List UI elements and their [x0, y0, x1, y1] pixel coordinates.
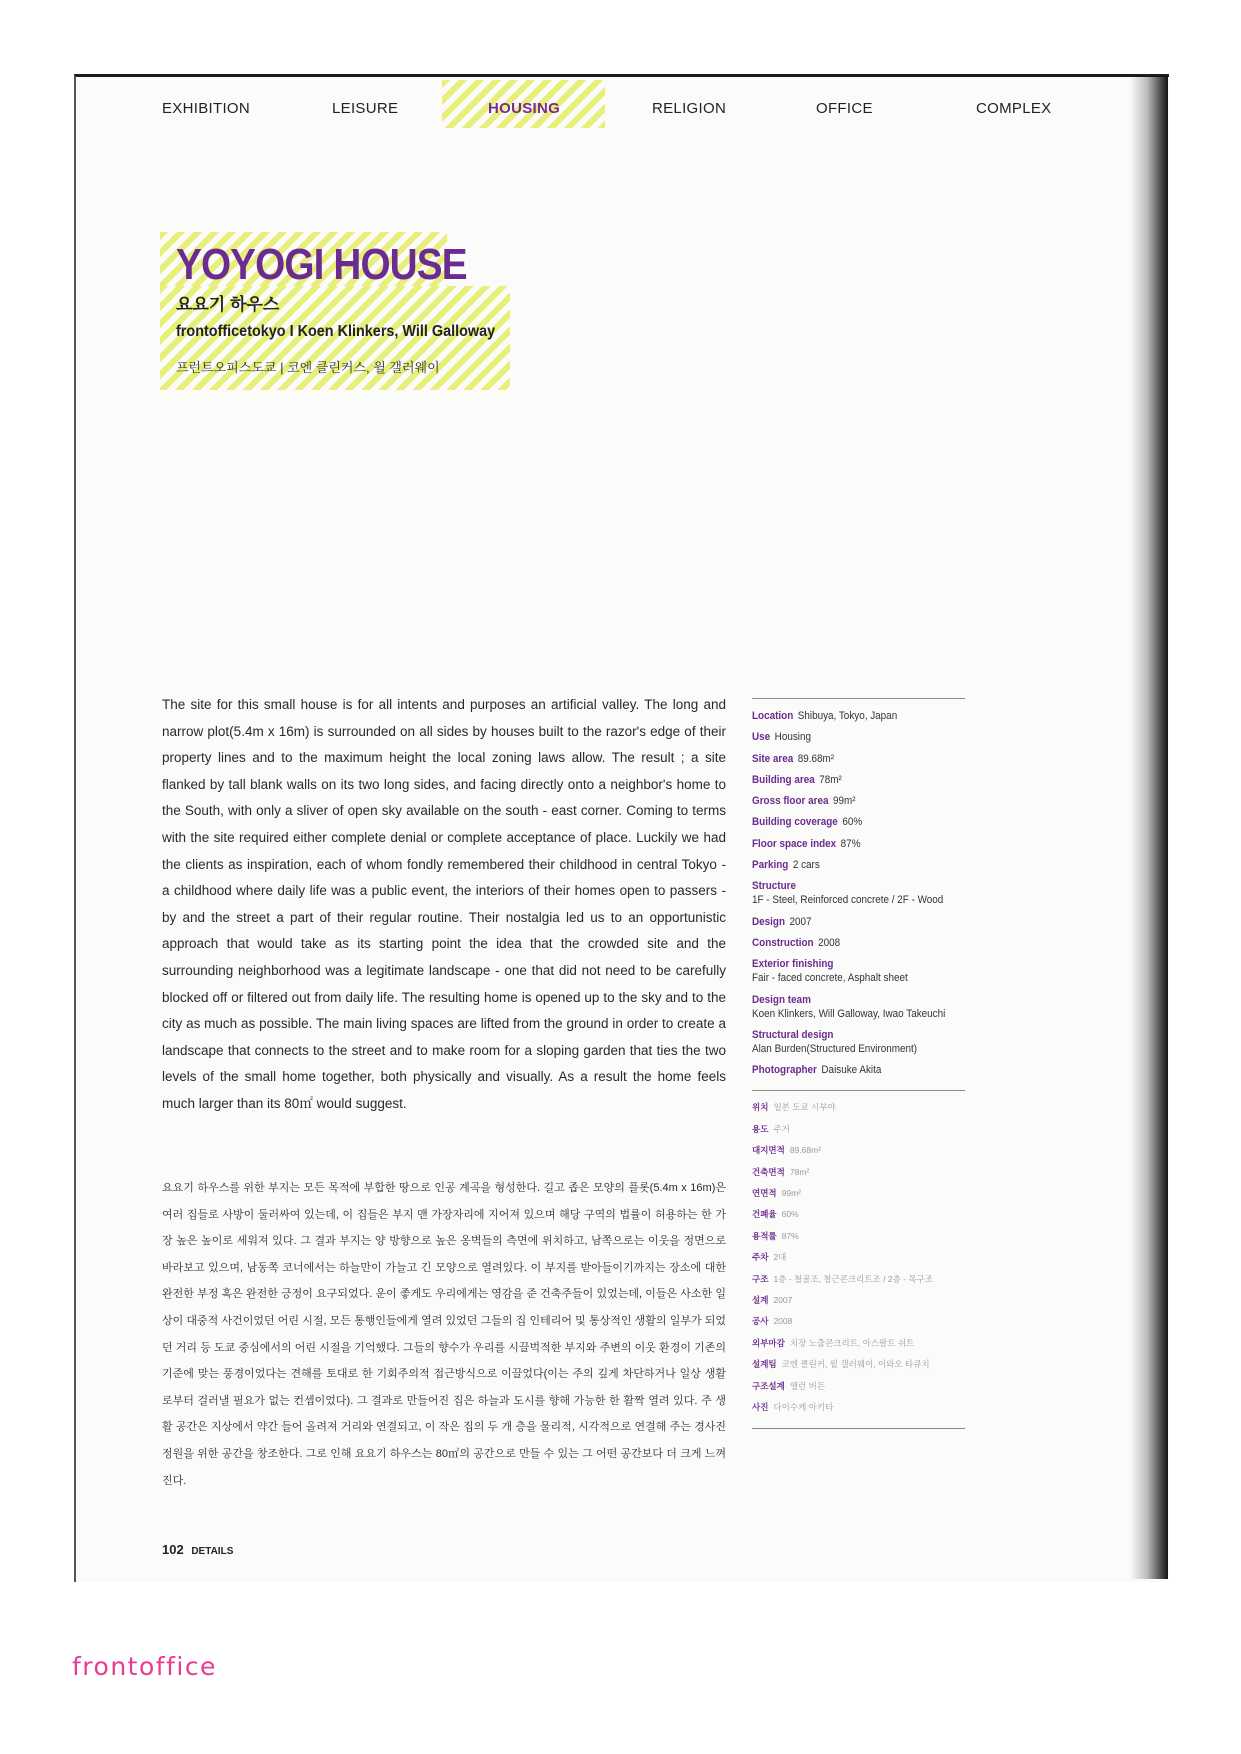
info-value: Shibuya, Tokyo, Japan	[797, 710, 898, 722]
info-row	[752, 1187, 965, 1199]
info-label: Design	[752, 915, 786, 928]
info-label: Construction	[752, 936, 814, 949]
info-row	[752, 1294, 965, 1306]
info-label: 외부마감	[752, 1337, 785, 1348]
info-label: 용도	[752, 1123, 769, 1134]
info-row	[752, 1208, 965, 1220]
info-label: Structural design	[752, 1028, 834, 1041]
info-value: 78m²	[789, 1166, 810, 1177]
body-text-korean: 요요기 하우스를 위한 부지는 모든 목적에 부합한 땅으로 인공 계곡을 형성한다. 길고 좁은 모양의 플롯(5.4m x 16m)은 여러 집들로 사방이 둘러싸여 있는데, 이 집들은 부지 맨 가장자리에 지어져 있으며 해당 구역의 법률이 허용하는 한 가장 높은 높이로 세워져 있다. 그 결과 부지는 양 방향으로 높은 옹벽들의 측면에 위치하고, 남쪽으로는 이웃을 정면으로 바라보고 있으며, 남동쪽 코너에서는 하늘만이 가늘고 긴 모양으로 열려있다. 이 부지를 받아들이기까지는 장소에 대한 완전한 부정 혹은 완전한 긍정이 요구되었다. 운이 좋게도 우리에게는 영감을 준 건축주들이 있었는데, 이들은 사소한 일상이 대중적 사건이었던 어린 시절, 모든 통행인들에게 열려 있었던 그들의 집 인테리어 및 통상적인 생활의 일부가 되었던 거리 등 도쿄 중심에서의 어린 시절을 기억했다. 그들의 향수가 우리를 시끌벅적한 부지와 주변의 이웃 환경이 기존의 기준에 맞는 풍경이었다는 견해를 토대로 한 기회주의적 접근방식으로 이끌었다(이는 주의 깊게 차단하거나 일상 생활로부터 걸러낼 필요가 없는 컨셉이었다). 그 결과로 만들어진 집은 하늘과 도시를 향해 가능한 한 활짝 열려 있다. 주 생활 공간은 지상에서 약간 들어 올려져 거리와 연결되고, 이 작은 집의 두 개 층을 물리적, 시각적으로 연결해 주는 경사진 정원을 위한 공간을 창조한다. 그로 인해 요요기 하우스는 80㎡의 공간으로 만들 수 있는 그 어떤 공간보다 더 크게 느껴진다.	[162, 1182, 726, 1487]
project-info-panel	[752, 698, 965, 1429]
info-row	[752, 1028, 944, 1056]
info-value: Fair - faced concrete, Asphalt sheet	[752, 972, 908, 985]
info-label: 구조설계	[752, 1380, 785, 1391]
info-label: Design team	[752, 993, 811, 1006]
info-value: 89.68m²	[797, 752, 835, 765]
page-gutter-shadow	[1130, 76, 1168, 1579]
info-value: 87%	[840, 837, 861, 850]
page-title: YOYOGI HOUSE	[176, 240, 467, 289]
info-value: 앨런 버든	[789, 1380, 826, 1391]
info-label: Gross floor area	[752, 795, 829, 808]
nav-item-exhibition[interactable]: EXHIBITION	[162, 100, 251, 117]
architects-credit: frontofficetokyo I Koen Klinkers, Will Galloway	[176, 323, 496, 340]
info-row	[752, 936, 944, 950]
architects-credit-korean: 프런트오피스도쿄 | 코엔 클린커스, 윌 갤러웨이	[176, 360, 440, 375]
info-label: 건폐율	[752, 1209, 777, 1220]
info-label: 연면적	[752, 1188, 777, 1199]
info-label: Photographer	[752, 1064, 817, 1077]
info-label: Structure	[752, 880, 797, 893]
info-label: Site area	[752, 752, 794, 765]
info-label: Floor space index	[752, 837, 837, 850]
info-label: 설계	[752, 1294, 769, 1305]
info-value: 2 cars	[792, 859, 820, 872]
info-row	[752, 1166, 965, 1178]
info-value: 1층 - 철골조, 철근콘크리트조 / 2층 - 목구조	[773, 1273, 933, 1284]
nav-item-office[interactable]: OFFICE	[816, 100, 873, 117]
info-label: 대지면적	[752, 1145, 785, 1156]
folio	[162, 1542, 233, 1557]
info-value: 60%	[842, 816, 863, 829]
info-row	[752, 1144, 965, 1156]
info-row	[752, 1251, 965, 1263]
info-row	[752, 1063, 944, 1077]
info-value: 99m²	[781, 1188, 802, 1199]
info-row	[752, 837, 944, 851]
info-value: 2007	[789, 915, 812, 928]
project-info-list-korean	[752, 1091, 965, 1428]
project-info-list-english	[752, 699, 965, 1090]
info-value: 2대	[773, 1252, 787, 1263]
info-row	[752, 1358, 965, 1370]
info-label: 사진	[752, 1401, 769, 1412]
info-value: 87%	[781, 1230, 799, 1241]
section-name: DETAILS	[191, 1546, 234, 1557]
info-value: 2008	[773, 1316, 793, 1327]
info-label: 공사	[752, 1316, 769, 1327]
info-row	[752, 730, 944, 744]
info-label: Location	[752, 710, 794, 722]
info-value: 2007	[773, 1294, 793, 1305]
info-row	[752, 1401, 965, 1413]
brand-wordmark: frontoffice	[72, 1652, 217, 1681]
info-value: 60%	[781, 1209, 799, 1220]
info-value: 78m²	[819, 773, 842, 786]
info-bottom-rule	[752, 1428, 965, 1429]
info-value: 다이수케 아키타	[773, 1401, 834, 1412]
info-label: 용적률	[752, 1230, 777, 1241]
info-value: 2008	[818, 936, 841, 949]
info-row	[752, 915, 944, 929]
info-value: 99m²	[832, 795, 856, 808]
nav-item-leisure[interactable]: LEISURE	[332, 100, 399, 117]
info-label: Building area	[752, 773, 815, 786]
info-label: 주차	[752, 1252, 769, 1263]
info-value: Koen Klinkers, Will Galloway, Iwao Takeuchi	[752, 1007, 946, 1020]
section-nav	[74, 80, 1114, 128]
info-value: 주거	[773, 1123, 790, 1134]
body-text-english: The site for this small house is for all intents and purposes an artificial valley. The long and narrow plot(5.4m x 16m) is surrounded on all sides by houses built to the razor's edge of their property lines and to the maximum height the local zoning laws allow. The result ; a site flanked by tall blank walls on its two long sides, and facing directly onto a neighbor's home to the South, with only a sliver of open sky available on the south - east corner. Coming to terms with the site required either complete denial or complete acceptance of place. Luckily we had the clients as inspiration, each of whom fondly remembered their childhood in central Tokyo - a childhood where daily life was a public event, the interiors of their homes open to passers - by and the street a part of their regular routine. Their nostalgia led us to an opportunistic approach that would take as its starting point the idea that the crowded site and the surrounding neighborhood was a legitimate landscape - one that did not need to be carefully blocked off or filtered out from daily life. The resulting home is opened up to the sky and to the city as much as possible. The main living spaces are lifted from the ground in order to create a landscape that connects to the street and to make room for a sloping garden that ties the two levels of the small home together, both physically and visually. As a result the home feels much larger than its 80㎡ would suggest.	[162, 697, 726, 1111]
info-label: Use	[752, 731, 771, 744]
info-row	[752, 1101, 965, 1113]
info-value: 코엔 클린커, 윌 갤러웨이, 이와오 타큐치	[781, 1359, 930, 1370]
info-label: 위치	[752, 1102, 769, 1113]
info-row	[752, 773, 944, 787]
page-number: 102	[162, 1542, 184, 1557]
info-label: Building coverage	[752, 816, 838, 829]
info-row	[752, 815, 944, 829]
info-row	[752, 1123, 965, 1135]
info-value: Housing	[774, 731, 811, 744]
info-row	[752, 1230, 965, 1242]
nav-item-religion[interactable]: RELIGION	[652, 100, 727, 117]
info-value: Alan Burden(Structured Environment)	[752, 1042, 918, 1055]
info-row	[752, 709, 944, 723]
info-value: 1F - Steel, Reinforced concrete / 2F - Wood	[752, 894, 944, 907]
info-value: 89.68m²	[789, 1145, 822, 1156]
info-value: 일본 도쿄 시부야	[773, 1102, 836, 1113]
info-row	[752, 957, 944, 985]
info-row	[752, 1273, 965, 1285]
info-row	[752, 1315, 965, 1327]
info-label: Parking	[752, 859, 789, 872]
info-label: 건축면적	[752, 1166, 785, 1177]
info-label: 구조	[752, 1273, 769, 1284]
info-value: 치장 노출콘크리트, 아스팔트 쉬트	[789, 1337, 915, 1348]
nav-item-complex[interactable]: COMPLEX	[976, 100, 1052, 117]
info-row	[752, 752, 944, 766]
info-row	[752, 794, 944, 808]
info-label: Exterior finishing	[752, 958, 834, 971]
nav-item-housing[interactable]: HOUSING	[488, 100, 561, 117]
page-title-korean: 요요기 하우스	[176, 295, 280, 314]
info-row	[752, 1380, 965, 1392]
info-row	[752, 1337, 965, 1349]
info-row	[752, 858, 944, 872]
info-row	[752, 879, 944, 907]
info-value: Daisuke Akita	[821, 1064, 882, 1077]
info-label: 설계팀	[752, 1359, 777, 1370]
info-row	[752, 993, 944, 1021]
